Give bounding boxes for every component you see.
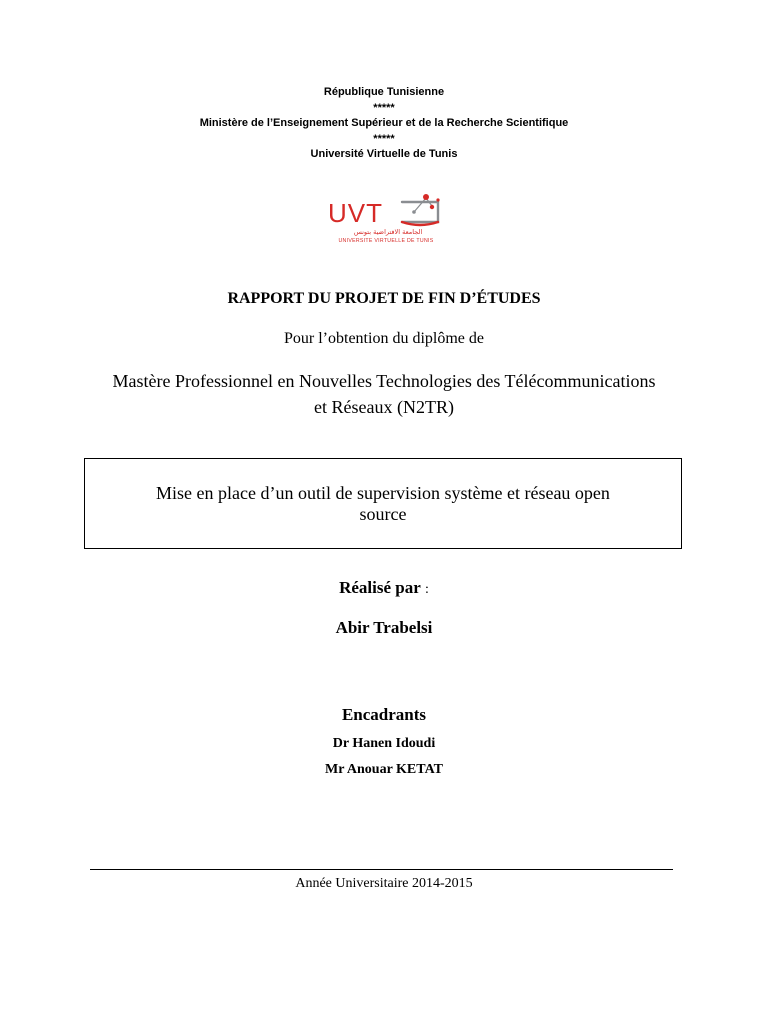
uvt-logo xyxy=(326,188,444,244)
report-title: RAPPORT DU PROJET DE FIN D’ÉTUDES xyxy=(227,290,541,307)
ministry-name: Ministère de l’Enseignement Supérieur et de la Recherche Scientifique xyxy=(199,117,569,129)
supervisor-name: Dr Hanen Idoudi xyxy=(332,736,436,751)
subject-line-1: Mise en place d’un outil de supervision système et réseau open xyxy=(156,483,610,503)
logo-latin-subtitle: UNIVERSITE VIRTUELLE DE TUNIS xyxy=(338,238,434,244)
subject-title xyxy=(95,483,671,525)
header-separator: ***** xyxy=(373,101,395,114)
supervisor-name: Mr Anouar KETAT xyxy=(325,762,443,777)
academic-year: Année Universitaire 2014-2015 xyxy=(295,876,473,891)
realise-par-text: Réalisé par xyxy=(339,578,421,597)
diploma-line-1: Mastère Professionnel en Nouvelles Technologies des Télécommunications xyxy=(112,371,656,391)
obtention-line: Pour l’obtention du diplôme de xyxy=(284,330,484,347)
institution-header xyxy=(0,85,768,163)
country-name: République Tunisienne xyxy=(323,86,445,98)
author-name: Abir Trabelsi xyxy=(335,618,433,637)
subject-box xyxy=(84,458,682,549)
subject-line-2: source xyxy=(359,504,407,524)
footer-divider xyxy=(90,869,673,870)
realise-par-colon: : xyxy=(425,582,429,597)
diploma-line-2: et Réseaux (N2TR) xyxy=(314,397,454,417)
diploma-name xyxy=(0,368,768,420)
supervisors-heading: Encadrants xyxy=(341,705,427,724)
realise-par-label xyxy=(0,578,768,598)
header-separator: ***** xyxy=(373,132,395,145)
logo-arabic-subtitle: الجامعة الافتراضية بتونس xyxy=(353,228,423,236)
university-name: Université Virtuelle de Tunis xyxy=(310,148,458,160)
monitor-icon xyxy=(402,194,440,225)
logo-text: UVT xyxy=(328,198,383,228)
